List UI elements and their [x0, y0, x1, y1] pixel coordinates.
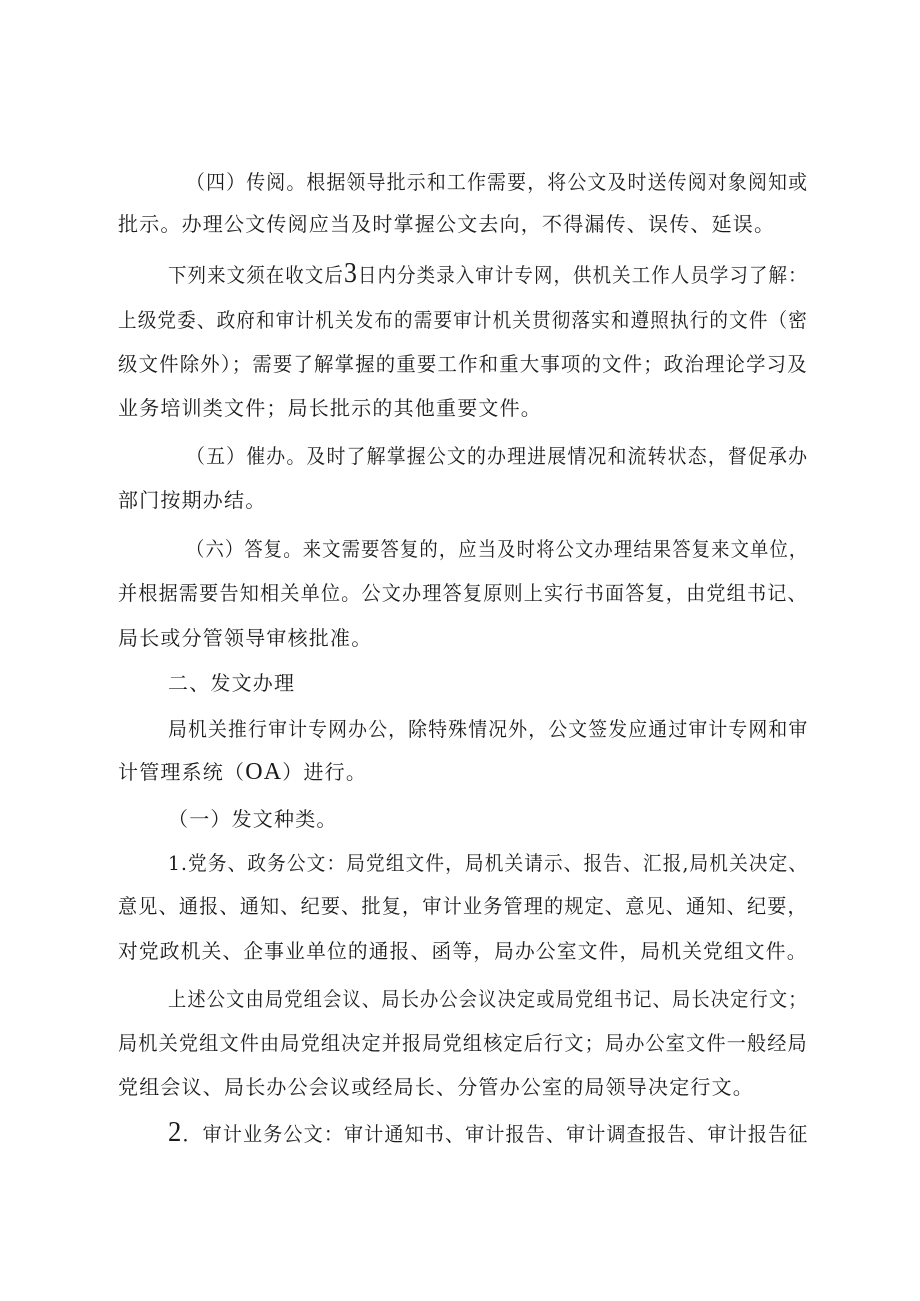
subsection-heading: （一）发文种类。	[168, 807, 338, 831]
paragraph-line: 对党政机关、企事业单位的通报、函等，局办公室文件，局机关党组文件。	[118, 939, 808, 963]
paragraph-line: 并根据需要告知相关单位。公文办理答复原则上实行书面答复，由党组书记、	[118, 581, 808, 605]
section-heading: 二、发文办理	[168, 671, 296, 695]
line-suffix: 日内分类录入审计专网，供机关工作人员学习了解：	[357, 263, 808, 287]
line-prefix: 下列来文须在收文后	[168, 263, 344, 287]
paragraph-line: 上级党委、政府和审计机关发布的需要审计机关贯彻落实和遵照执行的文件（密	[118, 308, 808, 332]
paragraph-line: 局机关党组文件由局党组决定并报局党组核定后行文；局办公室文件一般经局	[118, 1031, 808, 1055]
paragraph-line: 批示。办理公文传阅应当及时掌握公文去向，不得漏传、误传、延误。	[118, 212, 776, 236]
paragraph-line: （六）答复。来文需要答复的，应当及时将公文办理结果答复来文单位，	[186, 537, 809, 561]
paragraph-line: 1.党务、政务公文：局党组文件，局机关请示、报告、汇报,局机关决定、	[168, 851, 809, 875]
paragraph-line: 部门按期办结。	[118, 488, 267, 512]
paragraph-line: 局机关推行审计专网办公，除特殊情况外，公文签发应通过审计专网和审	[168, 717, 809, 741]
item-number: 2	[168, 1117, 183, 1148]
paragraph-line	[168, 260, 808, 289]
line-suffix: ）进行。	[282, 760, 368, 784]
paragraph-line: （四）传阅。根据领导批示和工作需要，将公文及时送传阅对象阅知或	[186, 170, 809, 194]
paragraph-line	[118, 758, 367, 786]
paragraph-line: 上述公文由局党组会议、局长办公会议决定或局党组书记、局长决定行文；	[168, 987, 808, 1011]
line-prefix: 计管理系统（	[118, 760, 246, 784]
paragraph-line: 意见、通报、通知、纪要、批复，审计业务管理的规定、意见、通知、纪要，	[118, 894, 808, 918]
paragraph-line	[168, 1119, 808, 1148]
paragraph-line: 局长或分管领导审核批准。	[118, 626, 373, 650]
oa-abbreviation: OA	[245, 759, 283, 785]
day-count-number: 3	[343, 258, 358, 289]
paragraph-line: 党组会议、局长办公会议或经局长、分管办公室的局领导决定行文。	[118, 1075, 754, 1099]
paragraph-line: 业务培训类文件；局长批示的其他重要文件。	[118, 396, 542, 420]
line-suffix: ．审计业务公文：审计通知书、审计报告、审计调查报告、审计报告征	[182, 1122, 809, 1146]
paragraph-line: （五）催办。及时了解掌握公文的办理进展情况和流转状态，督促承办	[186, 444, 809, 468]
paragraph-line: 级文件除外）；需要了解掌握的重要工作和重大事项的文件；政治理论学习及	[118, 352, 808, 376]
